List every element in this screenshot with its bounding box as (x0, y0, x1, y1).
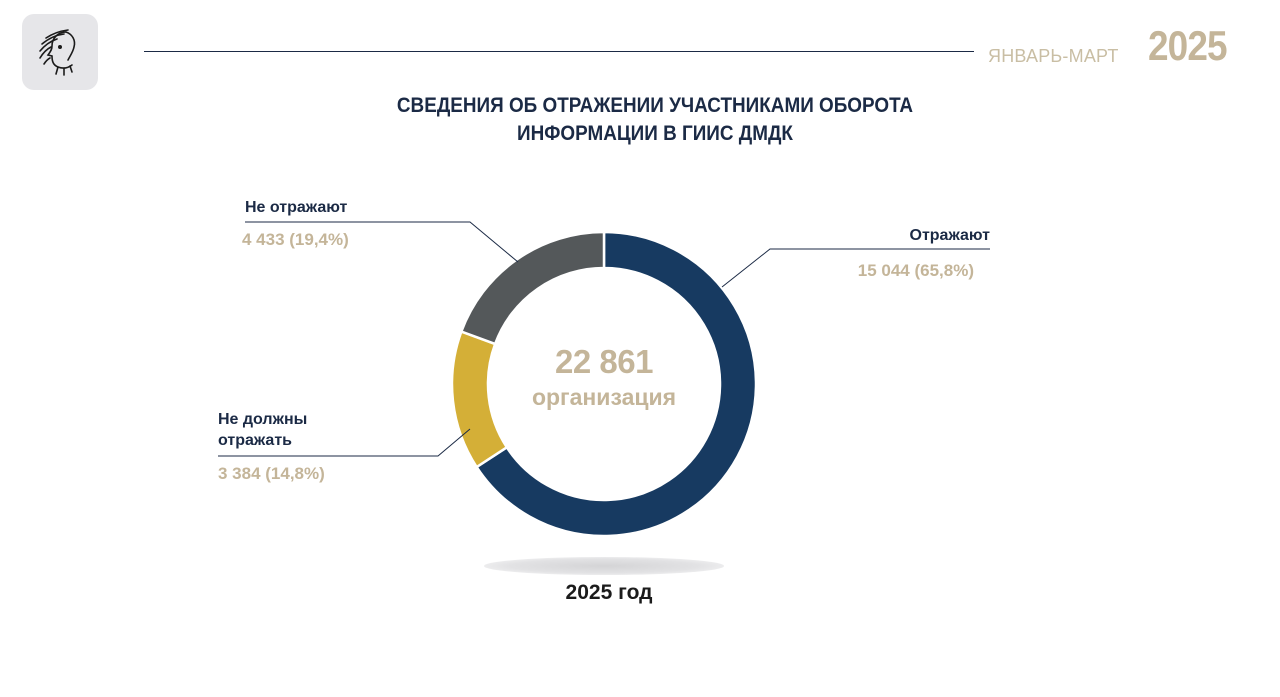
slice-name: Не отражают (245, 199, 348, 216)
slice-label-not-reflect (245, 197, 347, 218)
chart-title-line: ИНФОРМАЦИИ В ГИИС ДМДК (517, 122, 793, 145)
center-total: 22 861 (555, 343, 653, 380)
slice-label-reflect (884, 225, 990, 246)
period-label: ЯНВАРЬ-МАРТ (988, 46, 1119, 66)
chart-caption: 2025 год (565, 581, 653, 604)
donut-slice-not-required (452, 332, 507, 467)
slice-name: Отражают (909, 227, 990, 244)
year-label: 2025 (1148, 22, 1227, 69)
chart-base-shadow (484, 557, 724, 575)
donut-slice-not-reflect (461, 232, 604, 344)
slice-value-not-required: 3 384 (14,8%) (218, 464, 325, 483)
center-unit: организация (531, 384, 677, 410)
slice-value-not-reflect: 4 433 (19,4%) (242, 230, 349, 249)
slice-name: Не должны (218, 411, 308, 428)
slice-value-reflect: 15 044 (65,8%) (857, 261, 974, 280)
chart-title-line: СВЕДЕНИЯ ОБ ОТРАЖЕНИИ УЧАСТНИКАМИ ОБОРОТА (396, 94, 914, 117)
slice-name: отражать (218, 432, 292, 449)
slice-label-not-required (218, 409, 307, 451)
